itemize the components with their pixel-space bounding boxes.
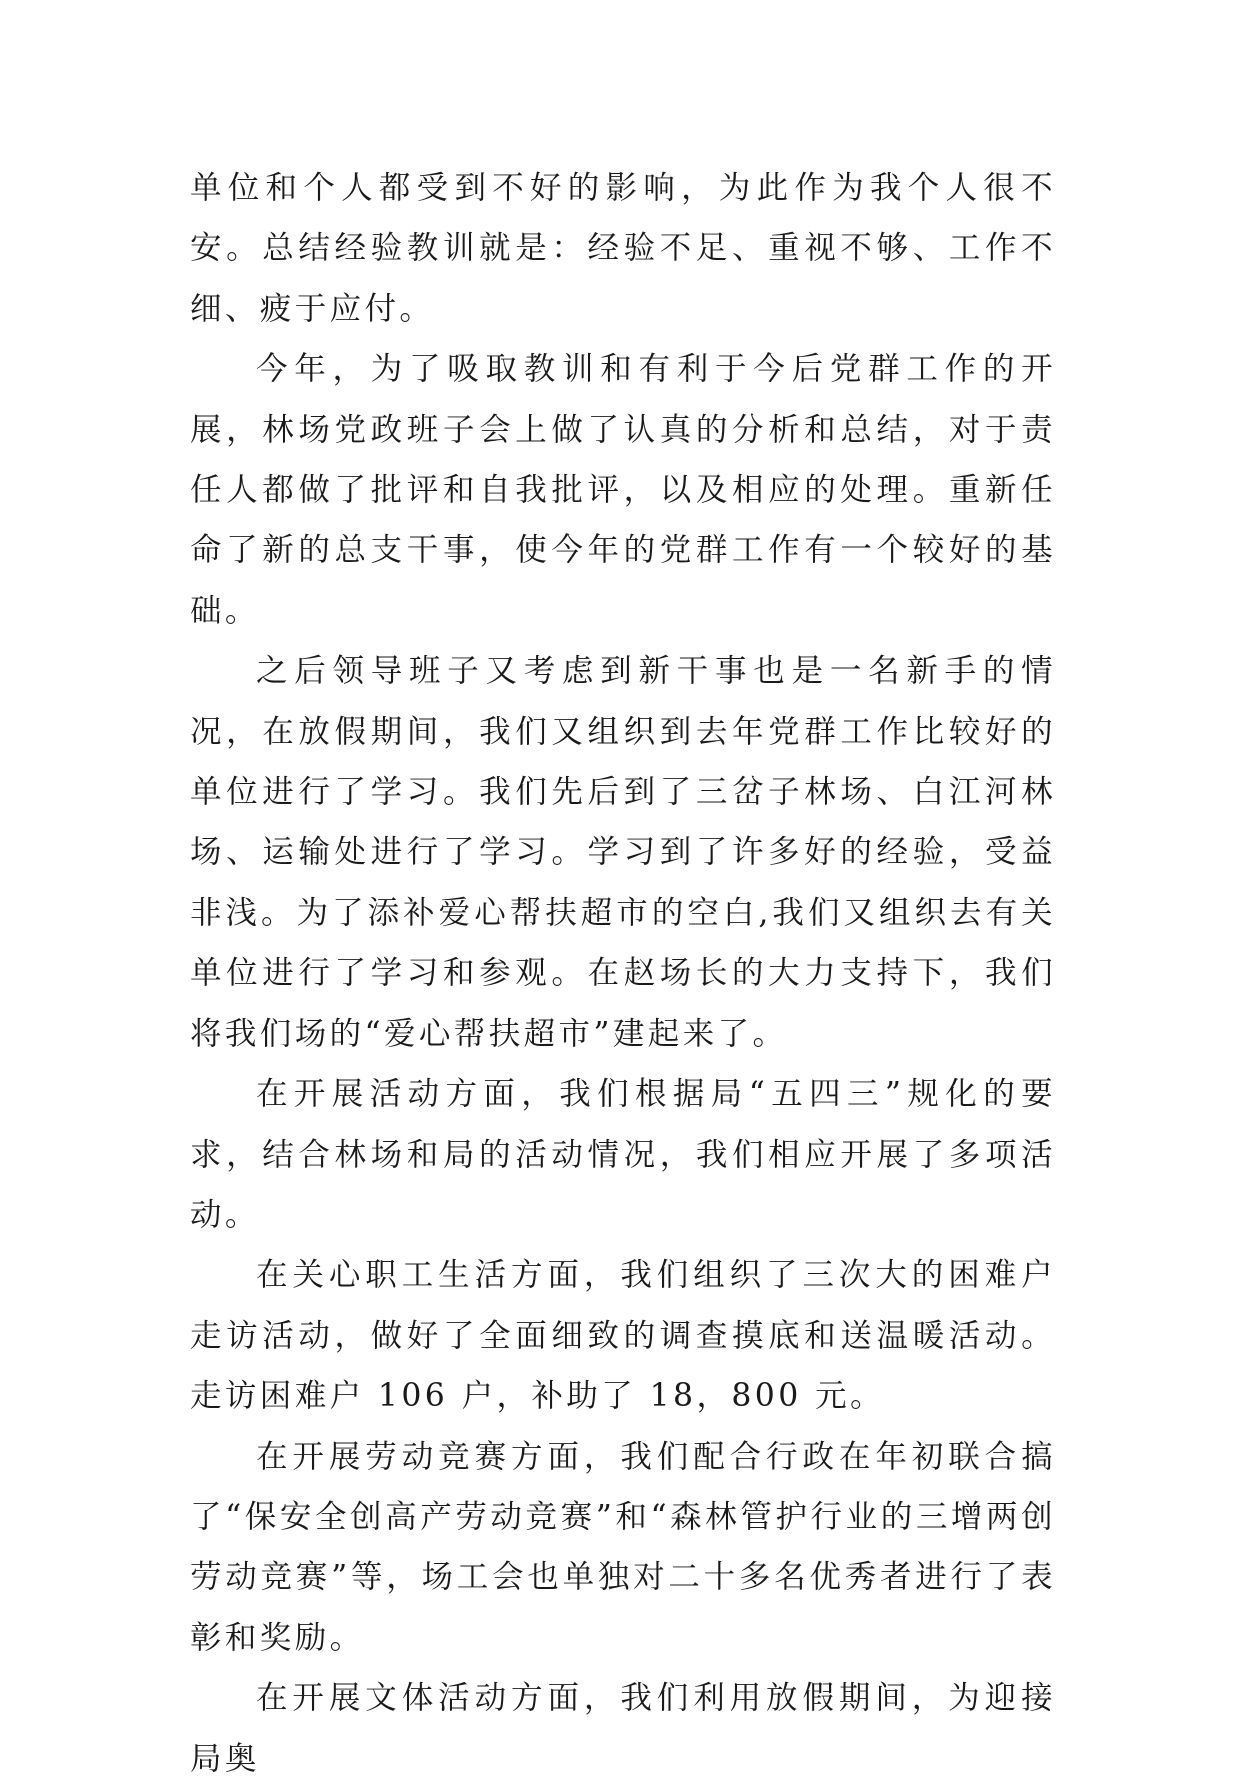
paragraph-1: 单位和个人都受到不好的影响，为此作为我个人很不安。总结经验教训就是：经验不足、重视不够、工作不细、疲于应付。 [190,170,1056,327]
paragraph-3: 之后领导班子又考虑到新干事也是一名新手的情况，在放假期间，我们又组织到去年党群工作比较好的单位进行了学习。我们先后到了三岔子林场、白江河林场、运输处进行了学习。学习到了许多好的经验，受益非浅。为了添补爱心帮扶超市的空白,我们又组织去有关单位进行了学习和参观。在赵场长的大力支持下，我们将我们场的“爱心帮扶超市”建起来了。 [190,653,1056,1052]
paragraph-5: 在关心职工生活方面，我们组织了三次大的困难户走访活动，做好了全面细致的调查摸底和送温暖活动。走访困难户 106 户，补助了 18，800 元。 [190,1257,1056,1415]
paragraph-6: 在开展劳动竞赛方面，我们配合行政在年初联合搞了“保安全创高产劳动竞赛”和“森林管护行业的三增两创劳动竞赛”等，场工会也单独对二十多名优秀者进行了表彰和奖励。 [190,1438,1056,1656]
paragraph-4: 在开展活动方面，我们根据局“五四三”规化的要求，结合林场和局的活动情况，我们相应开展了多项活动。 [190,1076,1056,1233]
document-body [190,158,1056,1789]
paragraph-2: 今年，为了吸取教训和有利于今后党群工作的开展，林场党政班子会上做了认真的分析和总结，对于责任人都做了批评和自我批评，以及相应的处理。重新任命了新的总支干事，使今年的党群工作有一个较好的基础。 [190,351,1056,629]
paragraph-7: 在开展文体活动方面，我们利用放假期间，为迎接局奥 [190,1680,1056,1777]
